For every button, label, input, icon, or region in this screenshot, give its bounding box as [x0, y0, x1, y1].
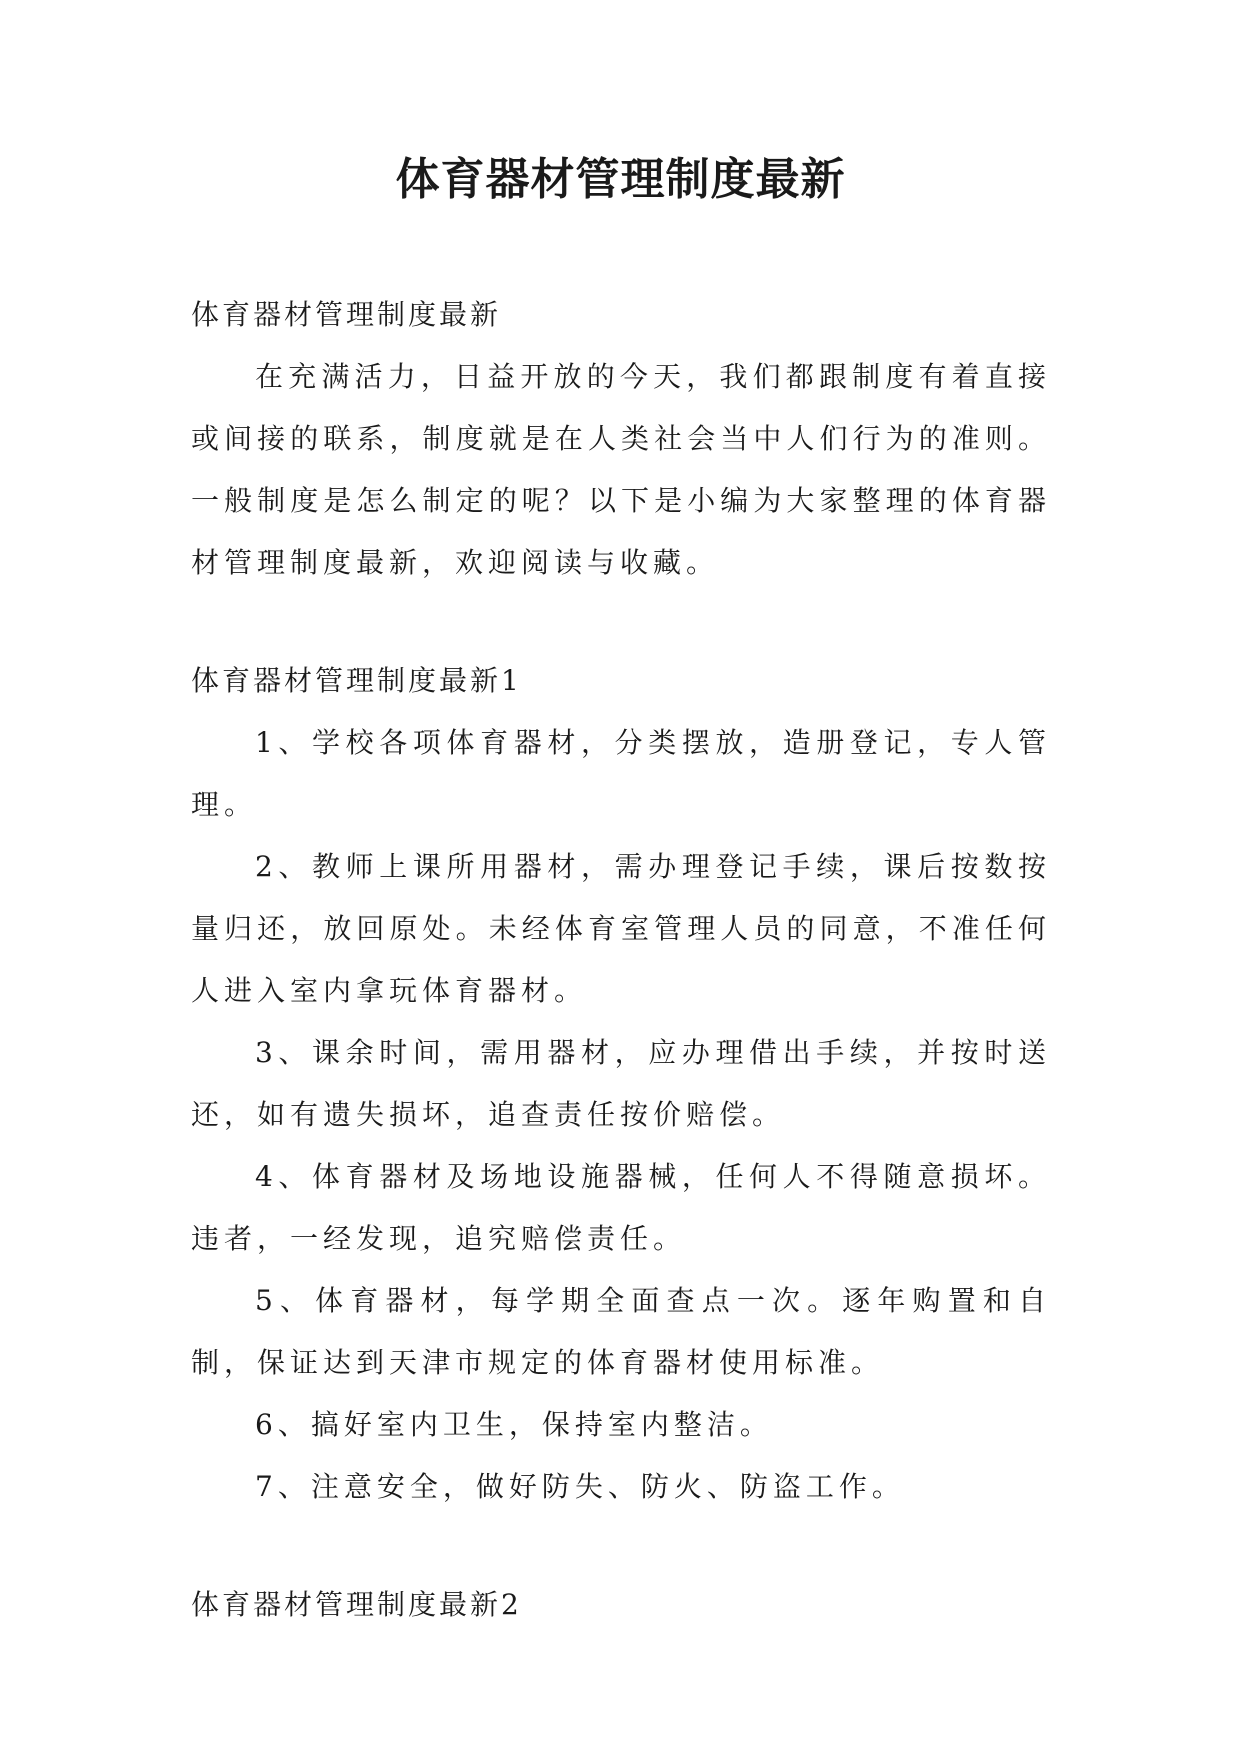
section1-item-5: 5、体育器材，每学期全面查点一次。逐年购置和自制，保证达到天津市规定的体育器材使用标准。 [191, 1284, 1051, 1379]
section1-item-6: 6、搞好室内卫生，保持室内整洁。 [255, 1408, 773, 1441]
section1-item-1: 1、学校各项体育器材，分类摆放，造册登记，专人管理。 [191, 726, 1051, 821]
section1-item-7: 7、注意安全，做好防失、防火、防盗工作。 [255, 1470, 905, 1503]
section1-heading: 体育器材管理制度最新1 [191, 664, 522, 697]
section1-item-3: 3、课余时间，需用器材，应办理借出手续，并按时送还，如有遗失损坏，追查责任按价赔偿。 [191, 1036, 1051, 1131]
document-body [191, 284, 1051, 1636]
section1-item-2: 2、教师上课所用器材，需办理登记手续，课后按数按量归还，放回原处。未经体育室管理人员的同意，不准任何人进入室内拿玩体育器材。 [191, 850, 1051, 1007]
section1-item-4: 4、体育器材及场地设施器械，任何人不得随意损坏。违者，一经发现，追究赔偿责任。 [191, 1160, 1051, 1255]
intro-heading: 体育器材管理制度最新 [191, 298, 502, 331]
section-spacer [191, 594, 1051, 650]
section2-heading: 体育器材管理制度最新2 [191, 1588, 522, 1621]
intro-paragraph: 在充满活力，日益开放的今天，我们都跟制度有着直接或间接的联系，制度就是在人类社会当中人们行为的准则。一般制度是怎么制定的呢？以下是小编为大家整理的体育器材管理制度最新，欢迎阅读与收藏。 [191, 360, 1051, 579]
section-spacer [191, 1518, 1051, 1574]
document-title: 体育器材管理制度最新 [395, 154, 846, 205]
